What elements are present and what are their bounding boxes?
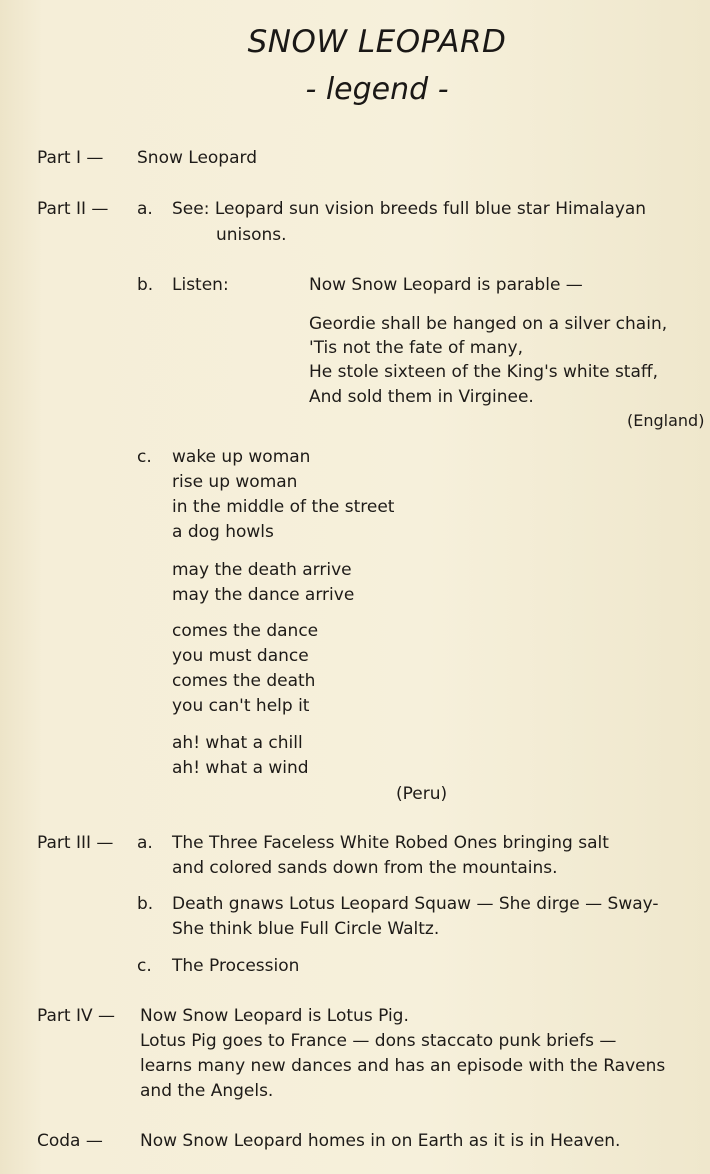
- part-3b-marker: b.: [137, 894, 154, 914]
- part-4-label: Part IV —: [37, 1006, 116, 1026]
- part-2c-line: you can't help it: [172, 696, 310, 716]
- part-2c-line: you must dance: [172, 646, 309, 666]
- part-2b-line: 'Tis not the fate of many,: [309, 338, 524, 358]
- page-title: SNOW LEOPARD: [247, 24, 507, 60]
- part-2b-line: And sold them in Virginee.: [309, 387, 534, 407]
- part-2b-line: He stole sixteen of the King's white staff,: [309, 362, 659, 382]
- part-3a-line: The Three Faceless White Robed Ones bringing salt: [172, 833, 609, 853]
- page-subtitle: - legend -: [305, 72, 449, 107]
- part-2c-line: in the middle of the street: [172, 497, 395, 517]
- coda-text: Now Snow Leopard homes in on Earth as it is in Heaven.: [140, 1131, 621, 1151]
- part-2b-line: Now Snow Leopard is parable —: [309, 275, 583, 295]
- part-1-text: Snow Leopard: [137, 148, 257, 168]
- part-1-label: Part I —: [37, 148, 104, 168]
- part-2c-line: a dog howls: [172, 522, 274, 542]
- part-2a-marker: a.: [137, 199, 153, 219]
- part-3a-line: and colored sands down from the mountains.: [172, 858, 558, 878]
- part-2b-line: Geordie shall be hanged on a silver chain,: [309, 314, 668, 334]
- part-2b-label: Listen:: [172, 275, 229, 295]
- part-3c-marker: c.: [137, 956, 152, 976]
- part-2c-line: ah! what a wind: [172, 758, 309, 778]
- part-3-label: Part III —: [37, 833, 114, 853]
- part-3b-line: Death gnaws Lotus Leopard Squaw — She dirge — Sway-: [172, 894, 659, 914]
- part-2a-line: See: Leopard sun vision breeds full blue star Himalayan: [172, 199, 647, 219]
- part-2c-line: may the dance arrive: [172, 585, 355, 605]
- part-4-line: Lotus Pig goes to France — dons staccato punk briefs —: [140, 1031, 617, 1051]
- part-2b-source: (England): [627, 411, 705, 430]
- part-3a-marker: a.: [137, 833, 153, 853]
- part-4-line: and the Angels.: [140, 1081, 274, 1101]
- part-2-label: Part II —: [37, 199, 109, 219]
- part-2a-line: unisons.: [216, 225, 287, 245]
- part-2c-line: wake up woman: [172, 447, 311, 467]
- part-3c-line: The Procession: [172, 956, 300, 976]
- part-2b-marker: b.: [137, 275, 154, 295]
- part-2c-marker: c.: [137, 447, 152, 467]
- part-2c-line: may the death arrive: [172, 560, 352, 580]
- part-2c-source: (Peru): [396, 784, 448, 804]
- part-2c-line: rise up woman: [172, 472, 298, 492]
- part-2c-line: comes the death: [172, 671, 316, 691]
- part-3b-line: She think blue Full Circle Waltz.: [172, 919, 440, 939]
- part-2c-line: comes the dance: [172, 621, 319, 641]
- part-4-line: Now Snow Leopard is Lotus Pig.: [140, 1006, 409, 1026]
- part-2c-line: ah! what a chill: [172, 733, 303, 753]
- part-4-line: learns many new dances and has an episode with the Ravens: [140, 1056, 666, 1076]
- coda-label: Coda —: [37, 1131, 103, 1151]
